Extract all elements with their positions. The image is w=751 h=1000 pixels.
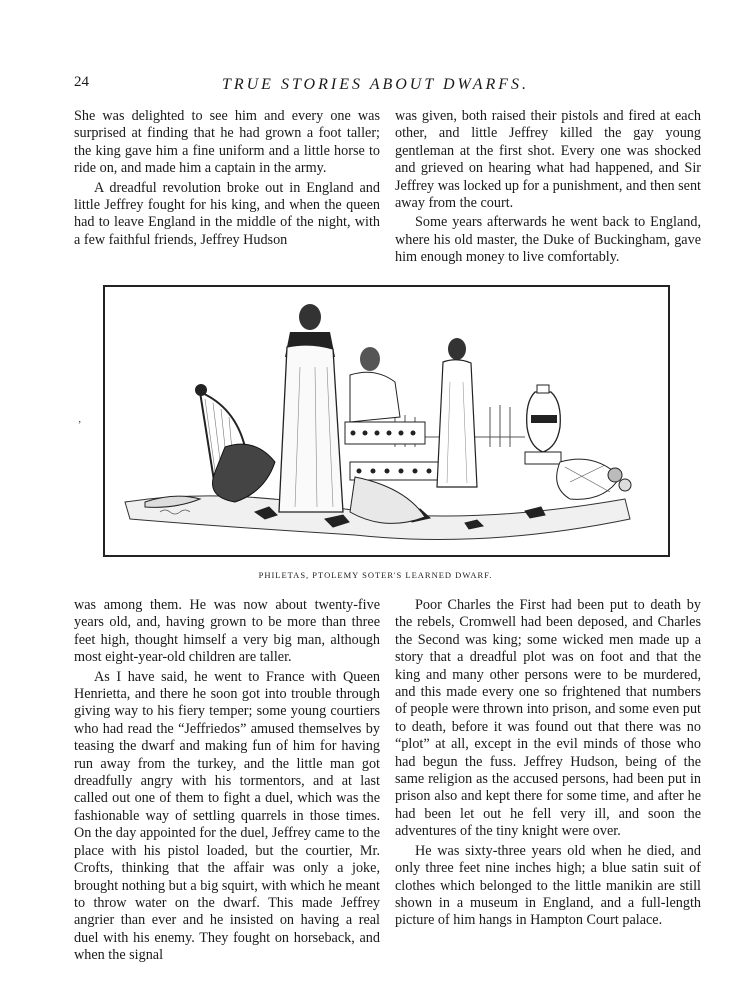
paragraph: A dreadful revolution broke out in England and little Jeffrey fought for his king, and when the queen had to leave England in the middle of the night, with a few faithful friends, Jeffrey Hudson — [74, 179, 380, 248]
column-bottom-left — [74, 597, 380, 965]
figure-caption: PHILETAS, PTOLEMY SOTER'S LEARNED DWARF. — [258, 570, 493, 580]
paragraph: He was sixty-three years old when he died, and only three feet nine inches high; a blue satin suit of clothes which belonged to the little manikin are still shown in a museum in England, and a full-length picture of him hangs in Hampton Court palace. — [395, 842, 701, 929]
engraving-illustration — [105, 287, 668, 555]
column-bottom-right — [395, 597, 701, 930]
paragraph: Poor Charles the First had been put to death by the rebels, Cromwell had been deposed, and Charles the Second was king; some wicked men made up a story that a dreadful plot was on foot and that the king and many other persons were to be murdered, and this made every one so frightened that numbers of people were thrown into prison, and some even put to death, before it was found out that there was no “plot” at all, except in the evil minds of those who had begun the fuss. Jeffrey Hudson, being of the same religion as the accused persons, had been put in prison also and kept there for some time, and after he had been let out he fell very ill, and soon the adventures of the tiny knight were over. — [395, 597, 701, 840]
paragraph: She was delighted to see him and every one was surprised at finding that he had grown a foot taller; the king gave him a fine uniform and a little horse to ride on, and made him a captain in the army. — [74, 108, 380, 177]
running-title: TRUE STORIES ABOUT DWARFS. — [221, 76, 530, 93]
margin-mark: ʼ — [78, 420, 82, 431]
page-number: 24 — [74, 74, 89, 90]
paragraph: was among them. He was now about twenty-five years old, and, having grown to be more than three feet high, thought himself a very big man, although most eight-year-old children are taller. — [74, 597, 380, 666]
paragraph: As I have said, he went to France with Queen Henrietta, and there he soon got into trouble through giving way to his fiery temper; some young courtiers who had read the “Jeffriedos” amused themselves by teasing the dwarf and making fun of him for having run away from the turkey, and the little man got dreadfully angry with his tormentors, and at last called out one of them to fight a duel, which was the fashionable way of settling quarrels in those times. On the day appointed for the duel, Jeffrey came to the place with his pistol loaded, but the courtier, Mr. Crofts, thinking that the affair was only a joke, brought nothing but a big squirt, with which he meant to throw water on the dwarf. This made Jeffrey angrier than ever and he insisted on having a real duel with his enemy. They fought on horseback, and when the signal — [74, 668, 380, 964]
column-top-right — [395, 108, 701, 267]
column-top-left — [74, 108, 380, 249]
illustration-frame — [103, 285, 670, 557]
paragraph: was given, both raised their pistols and fired at each other, and little Jeffrey killed the gay young gentleman at the first shot. Every one was shocked and grieved on hearing what had happened, and Sir Jeffrey was locked up for a punishment, and then sent away from the court. — [395, 108, 701, 212]
paragraph: Some years afterwards he went back to England, where his old master, the Duke of Buckingham, gave him enough money to live comfortably. — [395, 214, 701, 266]
